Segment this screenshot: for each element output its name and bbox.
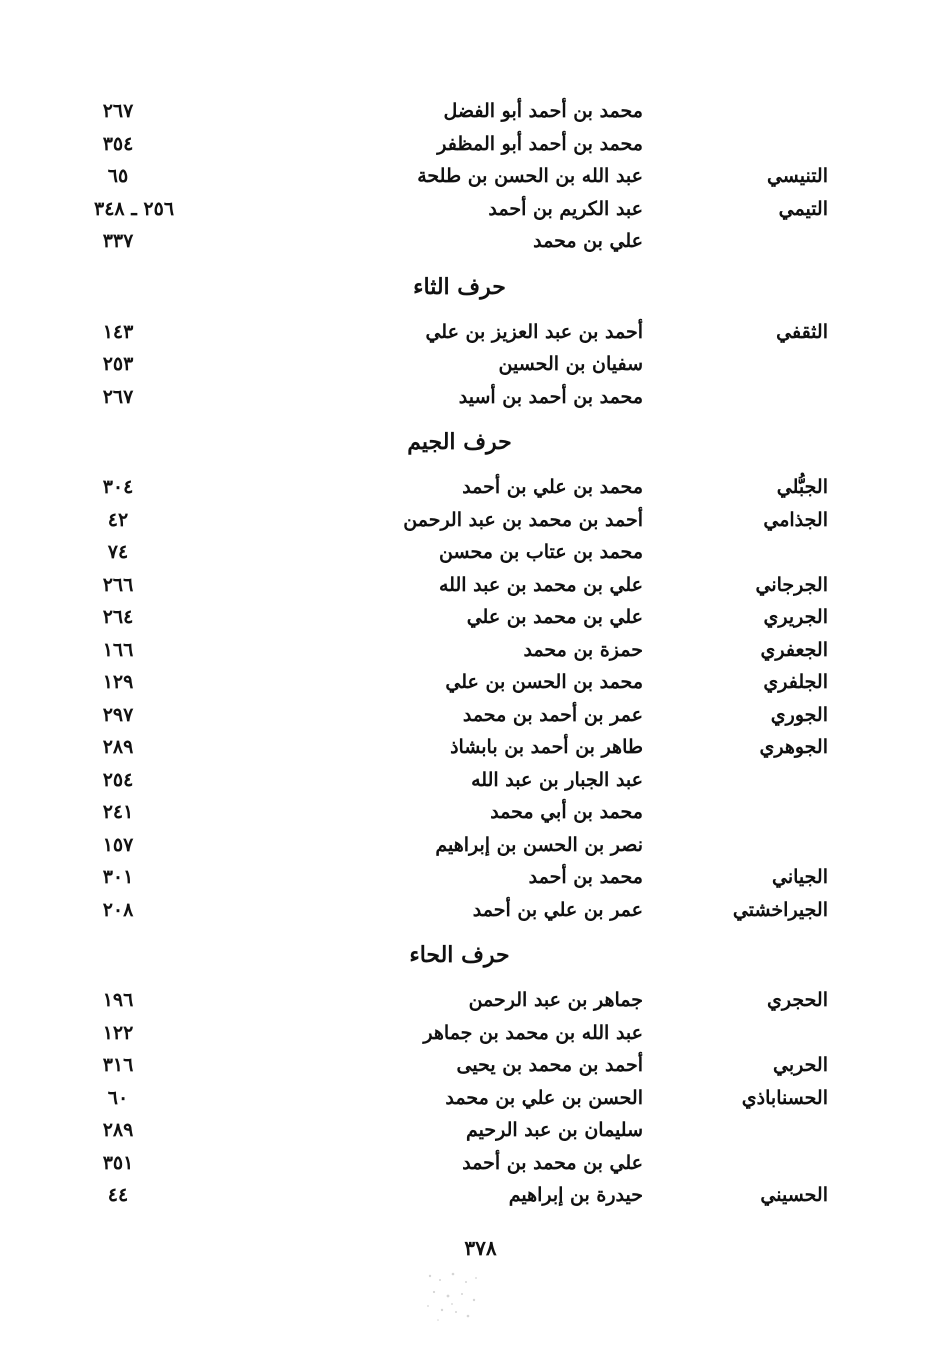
entry-nisba: التنيسي [766,165,828,187]
entry-page-reference: ٦٥ [107,165,129,187]
index-entry [0,128,949,161]
entry-name: محمد بن أبي محمد [490,801,643,823]
entry-page-reference: ٢٦٦ [102,573,134,596]
entry-nisba: الجلفري [763,671,828,693]
entry-nisba: الجذامي [763,508,828,531]
index-entry [0,95,949,128]
entry-name: الحسن بن علي بن محمد [445,1086,643,1109]
entry-nisba: الجوري [770,703,828,726]
index-entry [0,731,949,764]
index-entry [0,764,949,797]
entry-page-reference: ٢٦٧ [102,100,134,122]
entry-nisba: الجريري [763,606,828,628]
entry-page-reference: ٣٠١ [102,866,134,888]
entry-page-reference: ٢٨٩ [102,736,134,758]
entry-name: عبد الله بن محمد بن جماهر [423,1021,643,1044]
entry-name: نصر بن الحسن بن إبراهيم [435,833,643,856]
page-number: ٣٧٨ [464,1236,497,1260]
entry-page-reference: ٢٨٩ [102,1119,134,1141]
index-entry [0,1147,949,1180]
entry-name: سفيان بن الحسين [498,353,643,375]
entry-name: أحمد بن محمد بن عبد الرحمن [403,508,643,531]
entry-page-reference: ٢٥٣ [102,353,134,375]
entry-nisba: الجعفري [760,638,828,661]
entry-page-reference: ٢٤١ [102,801,134,823]
entry-name: محمد بن أحمد [528,866,643,888]
entry-name: عبد الكريم بن أحمد [488,197,643,220]
index-entry [0,861,949,894]
index-entry [0,699,949,732]
index-entry [0,1179,949,1212]
entry-nisba: الجوهري [759,736,828,758]
entry-page-reference: ٣٣٧ [102,230,134,252]
index-entry [0,601,949,634]
index-entry [0,634,949,667]
entry-page-reference: ٢٦٧ [102,385,134,408]
entry-name: حيدرة بن إبراهيم [508,1184,643,1206]
section-heading: حرف الثاء [413,273,506,300]
entry-page-reference: ١٢٩ [102,671,134,693]
index-entry [0,829,949,862]
index-entry [0,381,949,414]
index-entry [0,984,949,1017]
index-entry [0,471,949,504]
entry-page-reference: ٢٥٤ [102,768,134,791]
entry-name: حمزة بن محمد [523,638,643,661]
stamp-mark [418,1266,488,1326]
index-entry [0,569,949,602]
entry-page-reference: ٢٩٧ [102,703,134,726]
entry-page-reference: ٢٠٨ [102,898,134,921]
entry-page-reference: ٢٦٤ [102,606,134,628]
entry-name: علي بن محمد بن علي [466,606,643,628]
entry-name: طاهر بن أحمد بن بابشاذ [450,736,643,758]
entry-page-reference: ٤٢ [107,508,129,531]
index-entry [0,894,949,927]
entry-page-reference: ٢٥٦ ـ ٣٤٨ [94,197,175,220]
index-entry [0,1082,949,1115]
entry-nisba: التيمي [778,197,828,220]
entry-name: علي بن محمد [533,230,643,252]
entry-page-reference: ٣٥٤ [102,132,134,155]
entry-name: محمد بن علي بن أحمد [462,476,643,498]
entry-nisba: الثقفي [776,320,828,343]
entry-nisba: الجبُّلي [776,476,828,498]
entry-page-reference: ١٢٢ [102,1021,134,1044]
entry-name: جماهر بن عبد الرحمن [468,989,643,1011]
entry-page-reference: ٦٠ [107,1086,129,1109]
entry-name: أحمد بن عبد العزيز بن علي [425,320,643,343]
entry-name: علي بن محمد بن عبد الله [438,573,643,596]
index-entry [0,1114,949,1147]
entry-page-reference: ٣٥١ [102,1151,134,1174]
index-entry [0,160,949,193]
entry-name: محمد بن أحمد أبو المظفر [437,132,643,155]
entry-name: محمد بن الحسن بن علي [445,671,643,693]
index-list [0,95,949,1212]
index-entry [0,1017,949,1050]
index-entry [0,348,949,381]
entry-nisba: الحجري [767,989,828,1011]
entry-name: علي بن محمد بن أحمد [462,1151,643,1174]
entry-name: محمد بن أحمد بن أسيد [458,385,643,408]
entry-nisba: الجياني [772,866,828,888]
index-entry [0,666,949,699]
entry-name: عبد الجبار بن عبد الله [471,768,643,791]
entry-page-reference: ١٤٣ [102,320,134,343]
entry-page-reference: ١٩٦ [102,989,134,1011]
index-entry [0,504,949,537]
section-heading: حرف الجيم [407,429,512,455]
entry-name: محمد بن عتاب بن محسن [439,541,643,563]
index-entry [0,796,949,829]
entry-nisba: الحسيني [760,1184,828,1206]
entry-page-reference: ٣١٦ [102,1054,134,1076]
entry-nisba: الحربي [773,1054,828,1076]
entry-name: أحمد بن محمد بن يحيى [456,1054,643,1076]
entry-page-reference: ٣٠٤ [102,476,134,498]
entry-nisba: الجيراخشتي [732,898,828,921]
index-entry [0,1049,949,1082]
entry-page-reference: ٤٤ [107,1184,129,1206]
entry-name: عمر بن علي بن أحمد [472,898,643,921]
entry-nisba: الجرجاني [755,573,828,596]
index-entry [0,193,949,226]
index-entry [0,316,949,349]
entry-page-reference: ٧٤ [107,541,129,563]
index-entry [0,536,949,569]
section-heading: حرف الحاء [409,942,510,968]
entry-name: عبد الله بن الحسن بن طلحة [417,165,643,187]
entry-name: عمر بن أحمد بن محمد [462,703,643,726]
entry-nisba: الحسناباذي [741,1086,828,1109]
index-entry [0,225,949,258]
entry-page-reference: ١٦٦ [102,638,134,661]
entry-name: سليمان بن عبد الرحيم [466,1119,643,1141]
entry-name: محمد بن أحمد أبو الفضل [443,100,643,122]
entry-page-reference: ١٥٧ [102,833,134,856]
